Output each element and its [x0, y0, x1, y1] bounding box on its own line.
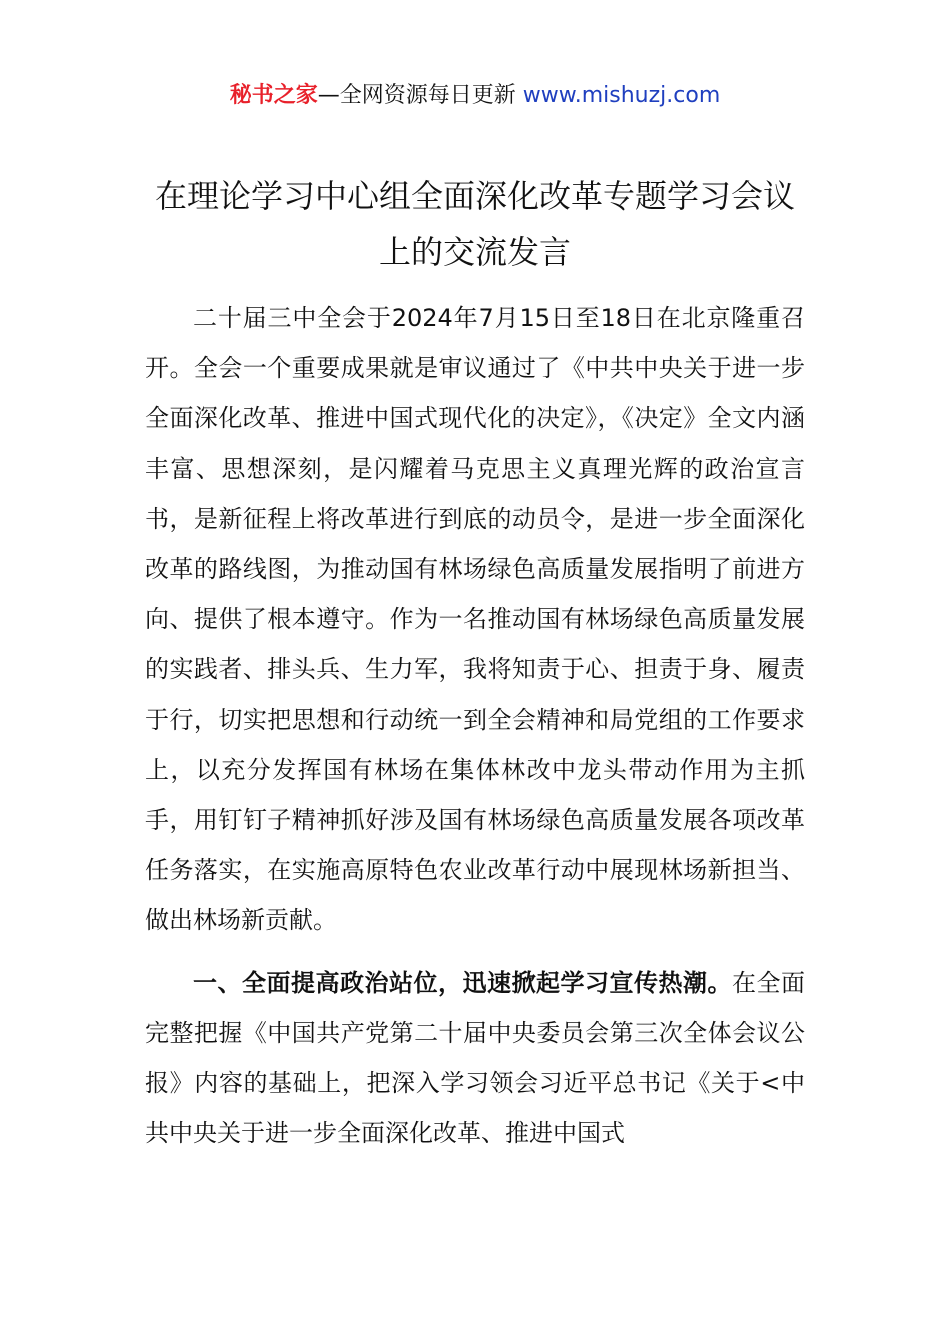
site-tagline: —全网资源每日更新	[317, 83, 523, 108]
section-1-paragraph	[145, 958, 805, 1159]
section-1-text: 在全面完整把握《中国共产党第二十届中央委员会第三次全体会议公报》内容的基础上，把深入学习领会习近平总书记《关于<中共中央关于进一步全面深化改革、推进中国式	[145, 968, 805, 1148]
document-body	[145, 293, 805, 1158]
site-url-link[interactable]: www.mishuzj.com	[522, 83, 721, 108]
section-1-heading: 一、全面提高政治站位，迅速掀起学习宣传热潮。	[193, 968, 732, 997]
site-brand: 秘书之家	[229, 83, 318, 108]
site-header	[0, 80, 950, 112]
document-title: 在理论学习中心组全面深化改革专题学习会议上的交流发言	[154, 177, 795, 271]
intro-paragraph: 二十届三中全会于2024年7月15日至18日在北京隆重召开。全会一个重要成果就是审议通过了《中共中央关于进一步全面深化改革、推进中国式现代化的决定》，《决定》全文内涵丰富、思想深刻，是闪耀着马克思主义真理光辉的政治宣言书，是新征程上将改革进行到底的动员令，是进一步全面深化改革的路线图，为推动国有林场绿色高质量发展指明了前进方向、提供了根本遵守。作为一名推动国有林场绿色高质量发展的实践者、排头兵、生力军，我将知责于心、担责于身、履责于行，切实把思想和行动统一到全会精神和局党组的工作要求上，以充分发挥国有林场在集体林改中龙头带动作用为主抓手，用钉钉子精神抓好涉及国有林场绿色高质量发展各项改革任务落实，在实施高原特色农业改革行动中展现林场新担当、做出林场新贡献。	[145, 304, 805, 935]
